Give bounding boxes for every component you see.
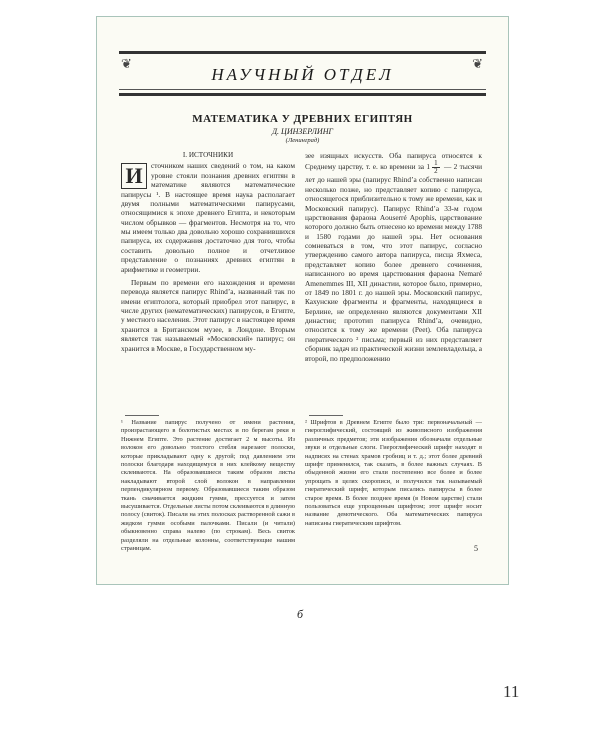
drop-cap: И [121,163,147,189]
header-rule-middle [119,89,486,90]
book-page-number: 11 [503,682,520,701]
left-paragraph-1: И сточником наших сведений о том, на каком уровне стояли познания древних египтян в математике являются математические папирусы ¹. В настоящее время наука располагает двумя полными математическими папирусами, относящимися к эпохе древнего Египта, и некоторым числом обрывков — фрагментов. Несмотря на то, что мы имеем только два довольно хорошо сохранившихся папируса, их содержания достаточно для того, чтобы составить довольно полное и отчетливое представление о познаниях древних египтян в арифметике и геометрии. [121,161,295,274]
article-place: (Ленинград) [285,137,320,144]
section-heading: I. ИСТОЧНИКИ [182,151,234,159]
ornament-right-icon: ❦ [472,56,484,71]
header-rule-bottom [119,93,486,96]
footnote-rule-left [125,415,159,416]
journal-page [96,16,509,585]
journal-page-number: 5 [474,544,478,553]
section-title: НАУЧНЫЙ ОТДЕЛ [211,65,394,84]
article-author: Д. ЦИНЗЕРЛИНГ [271,127,334,136]
ornament-left-icon: ❦ [121,56,133,71]
footnote-rule-right [309,415,343,416]
left-paragraph-2: Первым по времени его нахождения и времени перевода является папирус Rhind’а, названный так по имени египтолога, который приобрел этот папирус, в числе других (нематематических) папирусов, в Египте, у местного населения. Этот папирус в настоящее время хранится в Британском музее, в Лондоне. Вторым является так называемый «Московский» папирус; он хранится в Москве, в Государственном му- [121,277,295,353]
right-column [305,151,482,363]
fraction: $\frac{1}{2}$ [434,159,438,176]
article-title: МАТЕМАТИКА У ДРЕВНИХ ЕГИПТЯН [192,113,413,125]
header-rule-top [119,51,486,54]
left-column [121,151,295,353]
figure-caption: б [296,607,304,621]
footnote-2: ² Шрифтов в Древнем Египте было три: первоначальный — гиероглифический, состоящий из живописного изображения различных предметов; эти изображения обозначали отдельные звуки и отдельные слоги. Гиероглифический шрифт находят в надписях на стенах храмов гробниц и т. д.; этот более древний шрифт применялся, так сказать, в более важных случаях. В обыденной жизни его стали постепенно все более и более упрощать в целях скорописи, и получился так называемый гиератический шрифт, которым писались папирусы в более старое время. В более позднее время (в Новом царстве) стали пользоваться еще упрощенным шрифтом; этот шрифт носит название демотического. Оба математических папируса написаны гиератическим шрифтом. [305,419,482,527]
right-paragraph: зее изящных искусств. Оба папируса относятся к Среднему царству, т. е. ко времени за 1 $\frac{1}{2}$ — 2 тысячи лет до нашей эры (папирус Rhind’а собственно написан несколько позже, но представляет копию с папируса, относящегося приблизительно к тому же времени, как и Московский папирус). Папирус Rhind’а 33-м годом царствования фараона Aouserré Apophis, царствование которого должно быть отнесено ко времени между 1788 и 1580 годами до нашей эры. Нет основания сомневаться в том, что этот папирус, согласно утверждению самого автора папируса, писца Яхмеса, представляет копию более древнего сочинения, написанного во время царствования фараона Nemaré Amenemmes III, XII династии, которое было, примерно, от 1849 по 1801 г. до нашей эры. Московский папирус, Кахунские фрагменты и фрагменты, находящиеся в Берлине, не определенно являются документами XII династии; прототип папируса Rhind’а, очевидно, относится к тому же времени (Peet). Оба папируса гиератического ² письма; первый из них представляет сборник задач из практической жизни землевладельца, а второй, по предположению [305,151,483,363]
footnote-1: ¹ Название папирус получено от имени растения, произрастающего в болотистых местах и по берегам реки в Нижнем Египте. Это растение достигает 2 м высоты. Из волокон его довольно толстого стебля нарезают полоски, которые прикладывают одну к другой; под давлением эти полоски благодаря находящемуся в них клейкому веществу склеиваются. На образовавшиеся таким образом листы накладывают второй слой волокон в направлении перпендикулярном первому. Образовавшиеся таким образом ткань смачивается жидким гумми, прессуется и затем высушивается. Отдельные листы потом склеиваются в длинную полосу (свиток). Писали на этих полосках растворенной сажи в жидком гумми особыми палочками. Писали (и читали) обыкновенно справа налево (по строкам). Весь свиток разделяли на отдельные колонны, соответствующие нашим страницам. [121,419,295,553]
